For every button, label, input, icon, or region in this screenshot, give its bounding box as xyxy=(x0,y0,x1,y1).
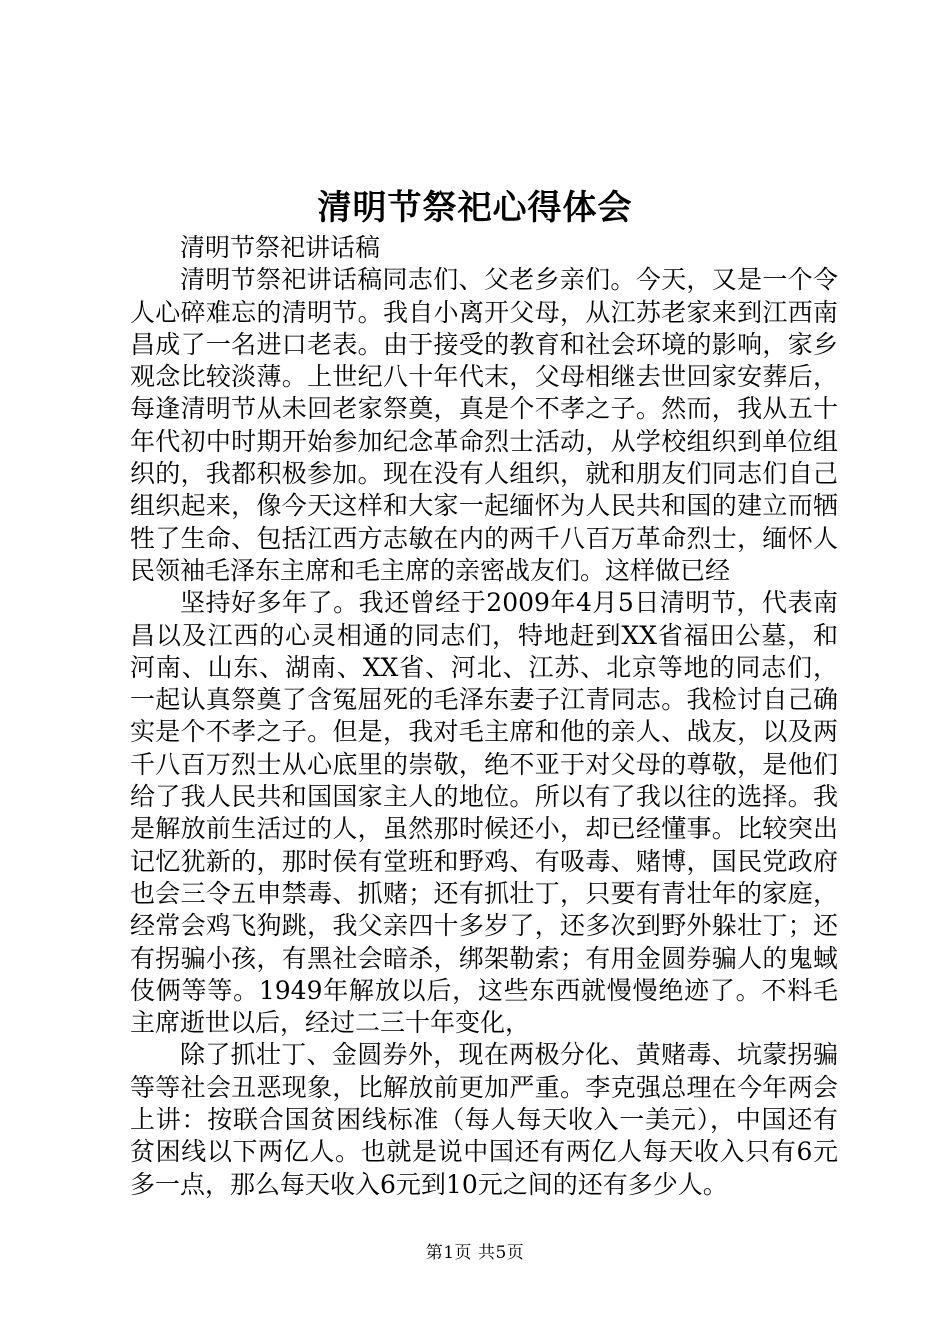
paragraph: 清明节祭祀讲话稿同志们、父老乡亲们。今天，又是一个令人心碎难忘的清明节。我自小离开父母，从江苏老家来到江西南昌成了一名进口老表。由于接受的教育和社会环境的影响，家乡观念比较淡薄。上世纪八十年代末，父母相继去世回家安葬后，每逢清明节从未回老家祭奠，真是个不孝之子。然而，我从五十年代初中时期开始参加纪念革命烈士活动，从学校组织到单位组织的，我都积极参加。现在没有人组织，就和朋友们同志们自己组织起来，像今天这样和大家一起缅怀为人民共和国的建立而牺牲了生命、包括江西方志敏在内的两千八百万革命烈士，缅怀人民领袖毛泽东主席和毛主席的亲密战友们。这样做已经 xyxy=(130,265,838,585)
page-number-footer: 第1页 共5页 xyxy=(425,1243,525,1263)
paragraph: 坚持好多年了。我还曾经于2009年4月5日清明节，代表南昌以及江西的心灵相通的同志们，特地赶到XX省福田公墓，和河南、山东、湖南、XX省、河北、江苏、北京等地的同志们，一起认真祭奠了含冤屈死的毛泽东妻子江青同志。我检讨自己确实是个不孝之子。但是，我对毛主席和他的亲人、战友，以及两千八百万烈士从心底里的崇敬，绝不亚于对父母的尊敬，是他们给了我人民共和国国家主人的地位。所以有了我以往的选择。我是解放前生活过的人，虽然那时候还小，却已经懂事。比较突出记忆犹新的，那时侯有堂班和野鸡、有吸毒、赌博，国民党政府也会三令五申禁毒、抓赌；还有抓壮丁，只要有青壮年的家庭，经常会鸡飞狗跳，我父亲四十多岁了，还多次到野外躲壮丁；还有拐骗小孩，有黑社会暗杀，绑架勒索；有用金圆券骗人的鬼蜮伎俩等等。1949年解放以后，这些东西就慢慢绝迹了。不料毛主席逝世以后，经过二三十年变化， xyxy=(130,588,838,1038)
paragraph: 除了抓壮丁、金圆券外，现在两极分化、黄赌毒、坑蒙拐骗等等社会丑恶现象，比解放前更加严重。李克强总理在今年两会上讲：按联合国贫困线标准（每人每天收入一美元），中国还有贫困线以下两亿人。也就是说中国还有两亿人每天收入只有6元多一点，那么每天收入6元到10元之间的还有多少人。 xyxy=(130,1040,838,1199)
document-title: 清明节祭祀心得体会 xyxy=(317,188,633,228)
paragraph-heading: 清明节祭祀讲话稿 xyxy=(180,233,381,262)
document-body xyxy=(130,232,838,1201)
